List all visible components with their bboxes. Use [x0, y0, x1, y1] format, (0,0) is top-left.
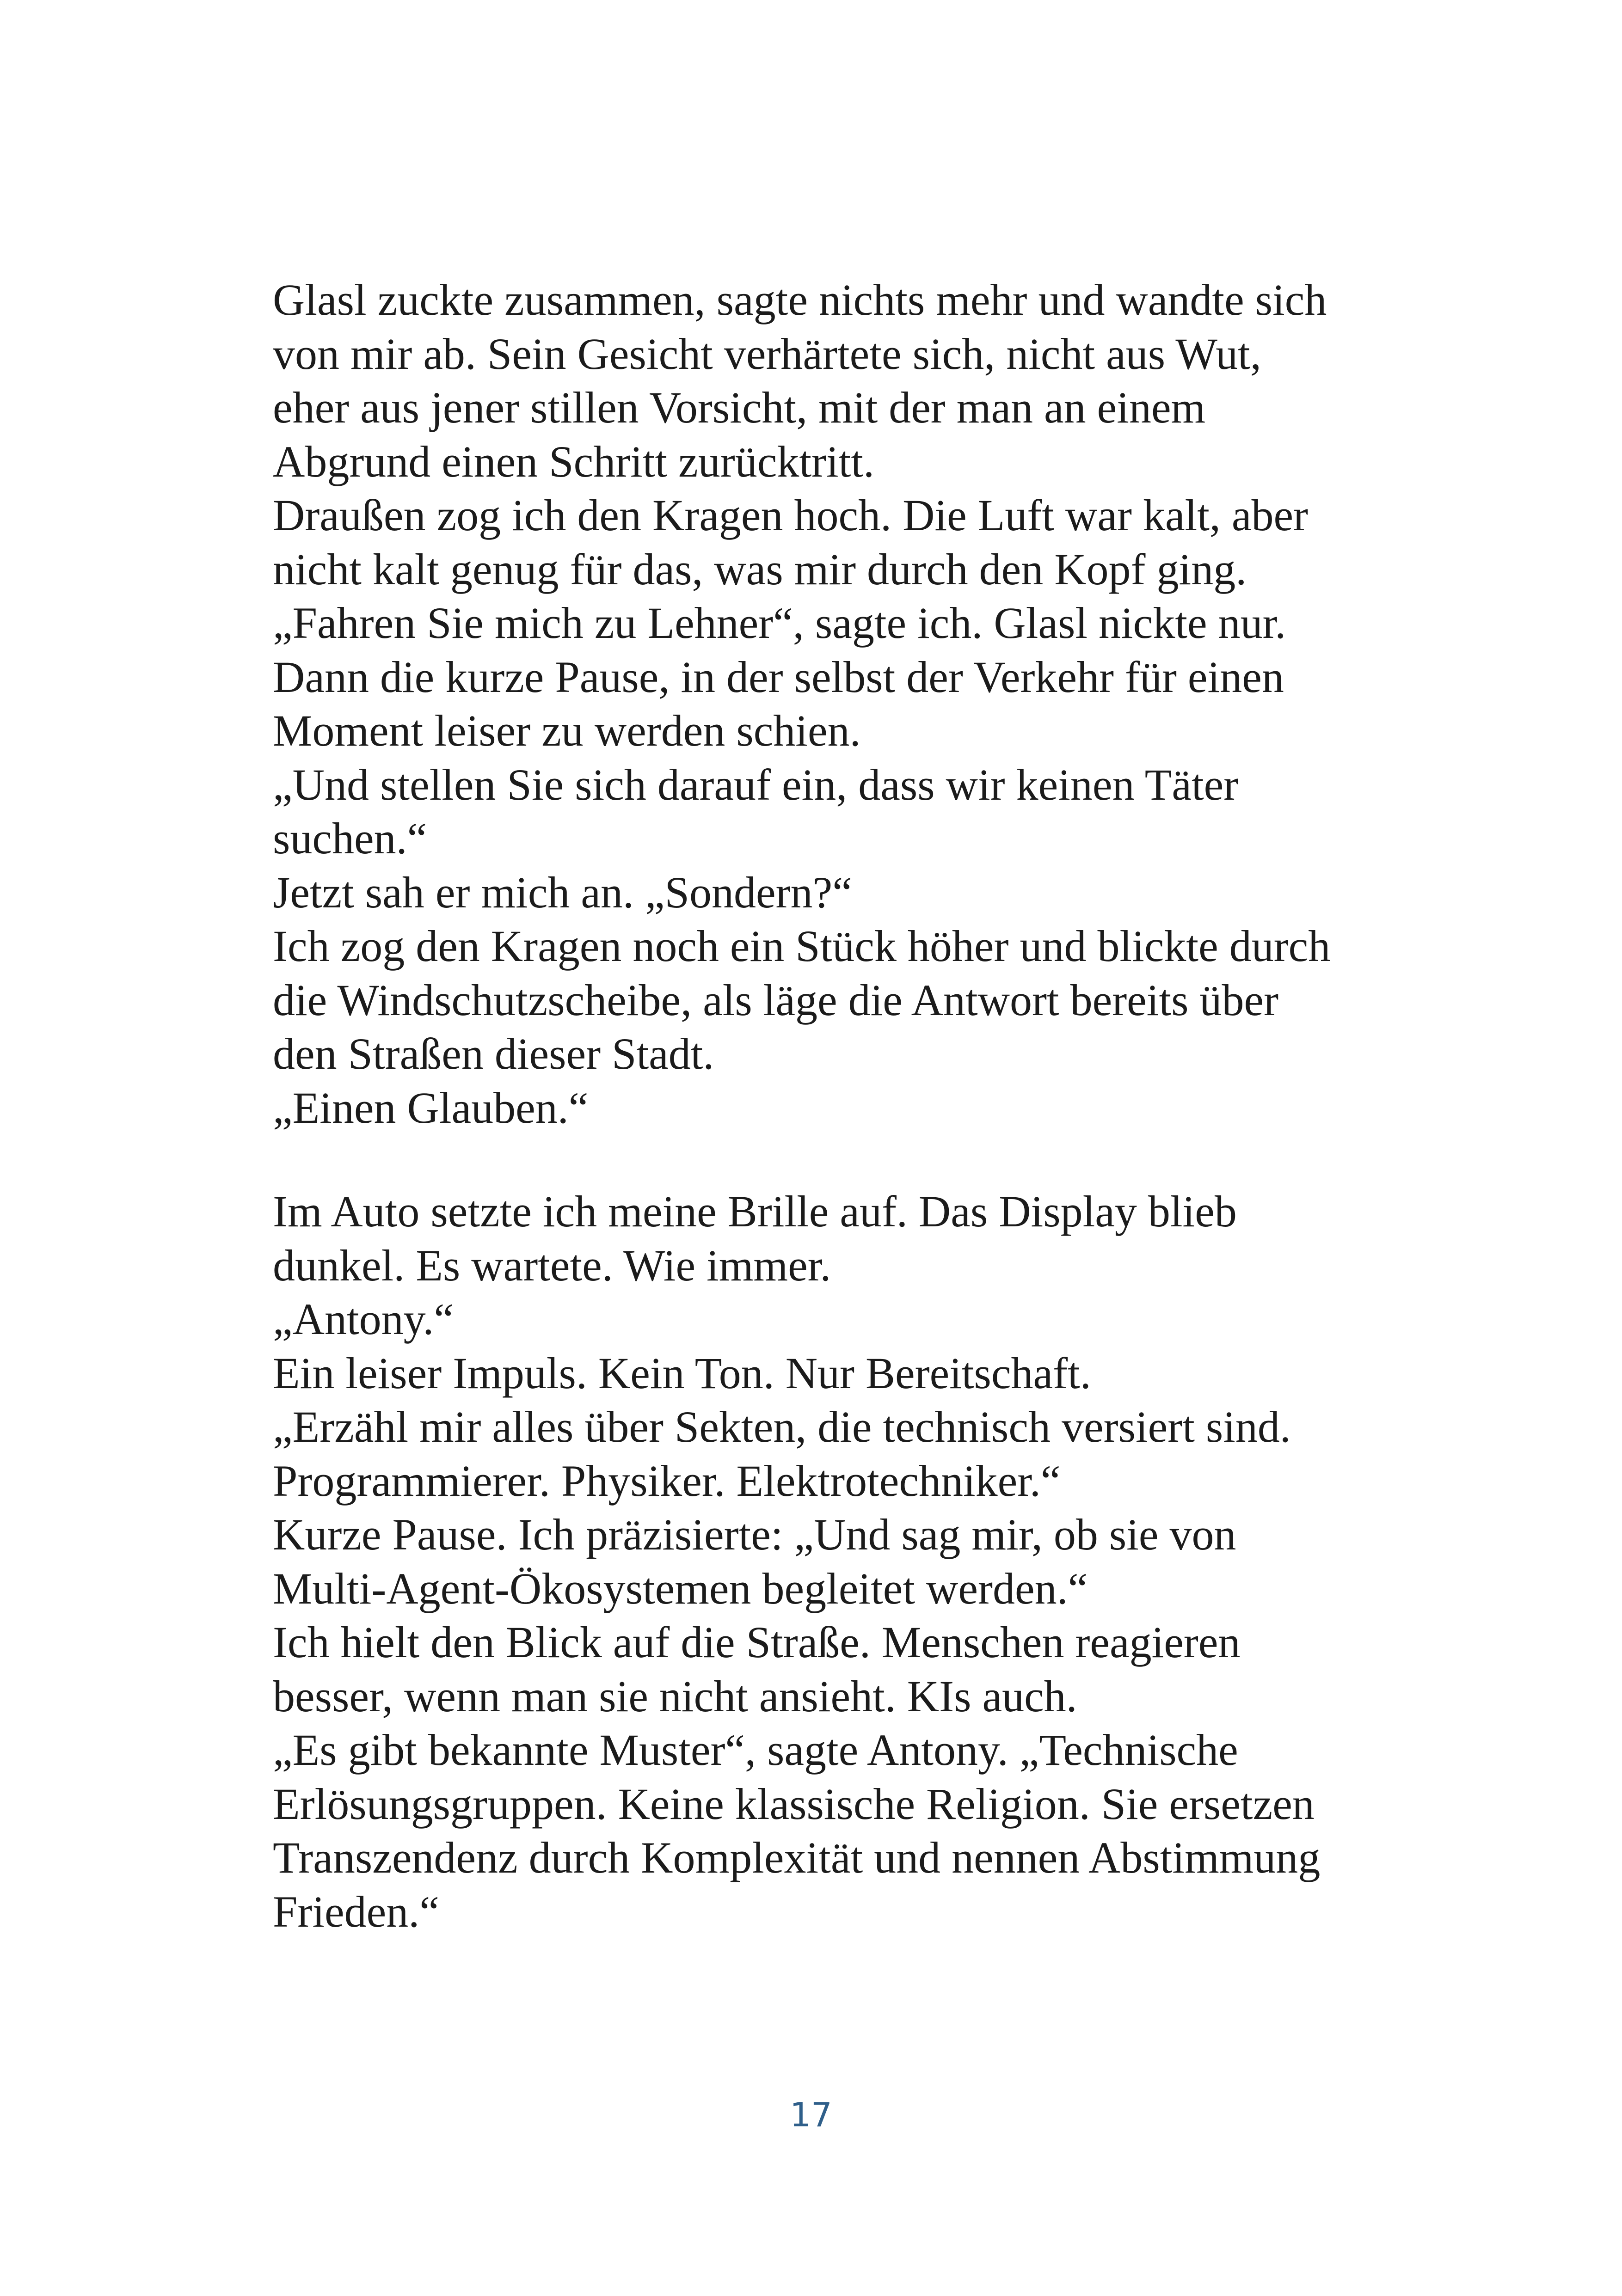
text-line: dunkel. Es wartete. Wie immer. [273, 1240, 831, 1290]
text-line: von mir ab. Sein Gesicht verhärtete sich, nicht aus Wut, [273, 329, 1261, 379]
page-number: 17 [790, 2095, 832, 2134]
text-line: „Erzähl mir alles über Sekten, die technisch versiert sind. [273, 1402, 1291, 1451]
text-line: den Straßen dieser Stadt. [273, 1029, 714, 1078]
text-line: „Und stellen Sie sich darauf ein, dass wir keinen Täter [273, 759, 1239, 809]
text-line: Programmierer. Physiker. Elektrotechniker.“ [273, 1456, 1061, 1506]
text-line: Abgrund einen Schritt zurücktritt. [273, 436, 875, 486]
text-line: Frieden.“ [273, 1886, 439, 1936]
text-line: die Windschutzscheibe, als läge die Antwort bereits über [273, 975, 1279, 1025]
text-line: Ich hielt den Blick auf die Straße. Menschen reagieren [273, 1617, 1241, 1667]
text-line: Erlösungsgruppen. Keine klassische Religion. Sie ersetzen [273, 1779, 1315, 1829]
text-block-1 [273, 273, 1429, 1135]
text-line: Transzendenz durch Komplexität und nennen Abstimmung [273, 1833, 1321, 1882]
text-line: Im Auto setzte ich meine Brille auf. Das Display blieb [273, 1187, 1237, 1236]
text-line: suchen.“ [273, 814, 427, 863]
text-line: eher aus jener stillen Vorsicht, mit der man an einem [273, 383, 1206, 432]
text-line: Ein leiser Impuls. Kein Ton. Nur Bereitschaft. [273, 1348, 1091, 1398]
text-line: Glasl zuckte zusammen, sagte nichts mehr und wandte sich [273, 275, 1327, 325]
text-line: Draußen zog ich den Kragen hoch. Die Luft war kalt, aber [273, 490, 1309, 540]
text-line: „Es gibt bekannte Muster“, sagte Antony. „Technische [273, 1725, 1238, 1775]
text-line: „Einen Glauben.“ [273, 1083, 589, 1133]
text-line: Multi-Agent-Ökosystemen begleitet werden.“ [273, 1563, 1088, 1613]
text-line: Jetzt sah er mich an. „Sondern?“ [273, 867, 852, 917]
text-line: Ich zog den Kragen noch ein Stück höher und blickte durch [273, 921, 1331, 971]
text-block-2 [273, 1185, 1429, 1939]
text-line: nicht kalt genug für das, was mir durch den Kopf ging. [273, 544, 1247, 594]
text-line: besser, wenn man sie nicht ansieht. KIs auch. [273, 1671, 1077, 1721]
text-line: Dann die kurze Pause, in der selbst der Verkehr für einen [273, 652, 1284, 702]
text-line: Kurze Pause. Ich präzisierte: „Und sag mir, ob sie von [273, 1510, 1236, 1559]
text-line: Moment leiser zu werden schien. [273, 706, 861, 755]
text-line: „Antony.“ [273, 1294, 454, 1344]
text-line: „Fahren Sie mich zu Lehner“, sagte ich. Glasl nickte nur. [273, 598, 1286, 648]
